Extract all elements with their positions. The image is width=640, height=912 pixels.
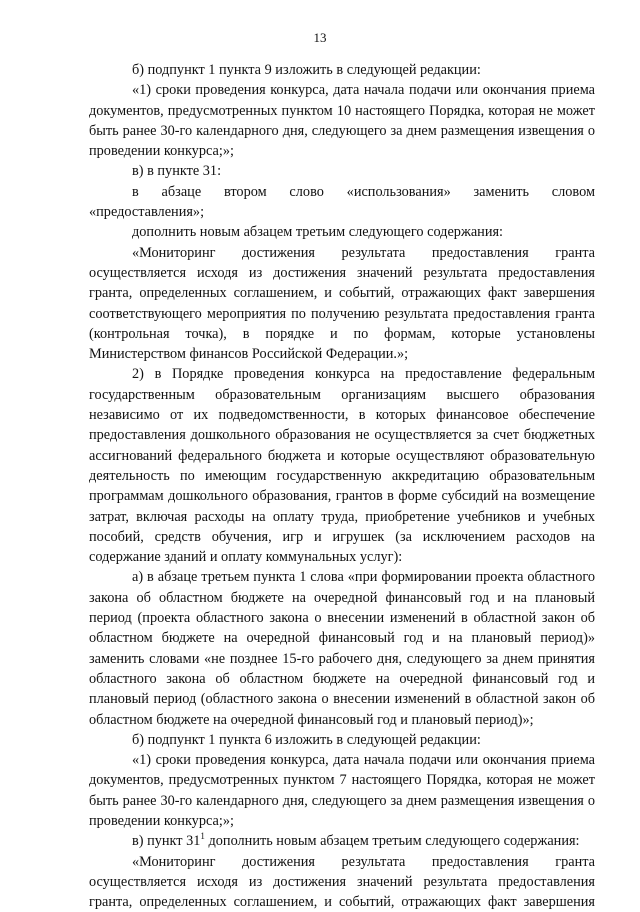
paragraph: в) в пункте 31: — [132, 163, 222, 180]
superscript: 1 — [200, 831, 205, 842]
paragraph-with-superscript — [89, 831, 595, 851]
paragraph: «1) сроки проведения конкурса, дата начала подачи или окончания приема документов, предусмотренных пунктом 7 настоящего Порядка, которая не может быть ранее 30-го календарного дня, следующего за днем размещения извещения о проведении конкурса;»; — [89, 752, 595, 829]
paragraph: дополнить новым абзацем третьим следующего содержания: — [132, 224, 504, 241]
paragraph: б) подпункт 1 пункта 9 изложить в следующей редакции: — [132, 62, 481, 78]
paragraph-text-start: в) пункт 31 — [132, 833, 201, 850]
page-number: 13 — [313, 30, 327, 45]
paragraph-text-end: дополнить новым абзацем третьим следующего содержания: — [204, 833, 580, 850]
paragraph-continued: «Мониторинг достижения результата предоставления гранта осуществляется исходя из достижения значений результата предоставления гранта, определенных соглашением, и событий, отражающих факт завершения — [89, 853, 595, 911]
paragraph: 2) в Порядке проведения конкурса на предоставление федеральным государственным образовательным организациям высшего образования независимо от их подведомственности, в которых финансовое обеспечение предоставления дошкольного образования не осуществляется за счет бюджетных ассигнований федерального бюджета и которые осуществляют образовательную деятельность по имеющим государственную аккредитацию образовательным программам дошкольного образования, грантов в форме субсидий на возмещение затрат, включая расходы на оплату труда, приобретение учебников и учебных пособий, средств обучения, игр и игрушек (за исключением расходов на содержание зданий и оплату коммунальных услуг): — [89, 366, 595, 566]
paragraph: б) подпункт 1 пункта 6 изложить в следующей редакции: — [132, 731, 481, 748]
document-body — [89, 60, 595, 912]
paragraph: «1) сроки проведения конкурса, дата начала подачи или окончания приема документов, предусмотренных пунктом 10 настоящего Порядка, которая не может быть ранее 30-го календарного дня, следующего за днем размещения извещения о проведении конкурса;»; — [89, 82, 595, 160]
paragraph: «Мониторинг достижения результата предоставления гранта осуществляется исходя из достижения значений результата предоставления гранта, определенных соглашением, и событий, отражающих факт завершения соответствующего мероприятия по получению результата предоставления гранта (контрольная точка), в порядке и по формам, которые установлены Министерством финансов Российской Федерации.»; — [89, 244, 595, 363]
paragraph: в абзаце втором слово «использования» заменить словом «предоставления»; — [89, 183, 595, 221]
paragraph: а) в абзаце третьем пункта 1 слова «при формировании проекта областного закона об областном бюджете на очередной финансовый год и на плановый период (проекта областного закона о внесении изменений в областной закон об областном бюджете на очередной финансовый год и на плановый период)» заменить словами «не позднее 15-го рабочего дня, следующего за днем принятия областного закона об областном бюджете на очередной финансовый год и плановый период (областного закона о внесении изменений в областной закон об областном бюджете на очередной финансовый год и плановый период)»; — [89, 569, 595, 728]
